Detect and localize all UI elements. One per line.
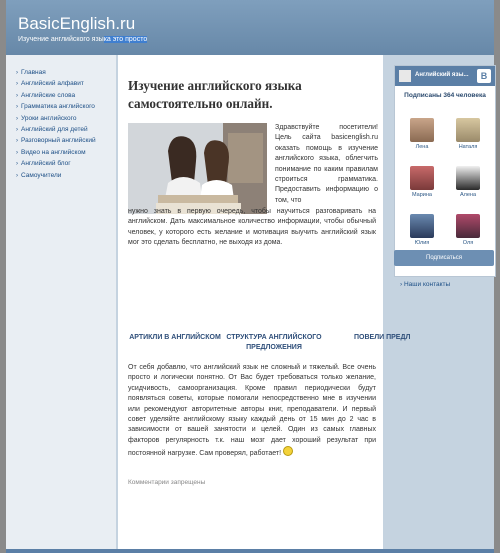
- page-wrapper: [6, 0, 494, 553]
- nav-label: Английские слова: [21, 91, 76, 99]
- nav-item-blog[interactable]: [16, 158, 96, 169]
- member-name: Алена: [459, 192, 477, 198]
- avatar: [410, 118, 434, 142]
- subscribers-count: Подписаны 364 человека: [404, 92, 486, 99]
- intro-paragraph-right: Здравствуйте посетители! Цель сайта basicenglish.ru оказать помощь в изучение английского языка, облегчить понимание по каким правилам строиться грамматика. Предоставить информацию о том, что: [275, 124, 378, 204]
- chevron-right-icon: ›: [16, 81, 18, 88]
- right-sidebar: [386, 55, 494, 553]
- contacts-label: Наши контакты: [403, 281, 451, 288]
- vk-widget-header: [395, 66, 495, 86]
- member-avatar[interactable]: [453, 118, 483, 150]
- nav-item-lessons[interactable]: [16, 113, 96, 124]
- member-name: Наталя: [458, 144, 478, 150]
- article-body: [128, 363, 376, 460]
- member-name: Оля: [462, 240, 474, 246]
- member-avatar[interactable]: [407, 166, 437, 198]
- avatar: [456, 118, 480, 142]
- smiley-icon: [283, 446, 293, 456]
- nav-label: Английский для детей: [21, 125, 88, 133]
- nav-label: Уроки английского: [21, 114, 77, 122]
- chevron-right-icon: ›: [16, 115, 18, 122]
- group-name[interactable]: Английский язы...: [415, 72, 469, 78]
- left-sidebar: [6, 55, 116, 553]
- member-avatar[interactable]: [453, 166, 483, 198]
- member-avatar[interactable]: [407, 214, 437, 246]
- intro-paragraph-bottom: нужно знать в первую очередь, чтобы научиться разговаривать на английском. Дать максимальное количество информации, чтобы обычный человек, у которого есть желание и мотивация выучить английский язык мог это сделать бесплатно, не выходя из дома.: [128, 208, 376, 247]
- member-name: Лена: [415, 144, 429, 150]
- avatar: [410, 166, 434, 190]
- students-photo-illustration: [128, 123, 267, 214]
- avatar: [410, 214, 434, 238]
- subscribe-button[interactable]: Подписаться: [394, 250, 494, 266]
- avatar: [456, 166, 480, 190]
- member-name: Юлия: [414, 240, 430, 246]
- group-avatar[interactable]: [399, 70, 411, 82]
- nav-item-tutorials[interactable]: [16, 170, 96, 181]
- nav-item-grammar[interactable]: [16, 101, 96, 112]
- member-avatar[interactable]: [453, 214, 483, 246]
- chevron-right-icon: ›: [16, 92, 18, 99]
- site-title[interactable]: BasicEnglish.ru: [18, 14, 136, 33]
- article-photo: [128, 123, 267, 214]
- nav-label: Разговорный английский: [21, 137, 96, 145]
- page-title: Изучение английского языка самостоятельно онлайн.: [128, 78, 302, 111]
- chevron-right-icon: ›: [16, 138, 18, 145]
- site-header: [6, 0, 494, 55]
- chevron-right-icon: ›: [16, 126, 18, 133]
- chevron-right-icon: ›: [16, 104, 18, 111]
- nav-label: Главная: [21, 69, 46, 76]
- chevron-right-icon: ›: [16, 161, 18, 168]
- nav-item-video[interactable]: [16, 147, 96, 158]
- nav-label: Английский блог: [21, 160, 71, 168]
- nav-label: Самоучители: [21, 171, 62, 179]
- contacts-link[interactable]: [400, 281, 450, 288]
- chevron-right-icon: ›: [400, 281, 404, 288]
- nav-item-home[interactable]: [16, 67, 96, 78]
- chevron-right-icon: ›: [16, 70, 18, 76]
- tagline-selected-text: ка это просто: [103, 36, 148, 43]
- link-imperative[interactable]: ПОВЕЛИ ПРЕДЛ: [354, 334, 411, 341]
- nav-item-kids[interactable]: [16, 124, 96, 135]
- article-body-text: От себя добавлю, что английский язык не сложный и тяжелый. Все очень просто и логически понятно. От Вас будет требоваться только желание, усидчивость, самоорганизация. Кроме правил периодически будут появляться советы, которые помогали непосредственно мне в изучении или рекомендуют авторитетные авторы книг, преподаватели. И первый совет уделяйте английскому языку каждый день от 15 мин до 2 час в зависимости от вашей занятости и целей. Один из самых главных факторов регулярность т.к. наш мозг дает хороший результат при постоянной нагрузке. Сам проверял, работает!: [128, 364, 376, 458]
- chevron-right-icon: ›: [16, 172, 18, 179]
- avatar: [456, 214, 480, 238]
- nav-label: Грамматика английского: [21, 103, 95, 111]
- member-name: Марина: [412, 192, 432, 198]
- link-articles[interactable]: АРТИКЛИ В АНГЛИЙСКОМ: [129, 334, 221, 341]
- nav-item-alphabet[interactable]: [16, 78, 96, 89]
- nav-item-conversational[interactable]: [16, 135, 96, 146]
- site-tagline: [18, 36, 147, 43]
- nav-label: Видео на английском: [21, 148, 86, 156]
- tagline-text: Изучение английского язы: [18, 36, 104, 43]
- nav-label: Английский алфавит: [21, 80, 84, 88]
- main-content: [118, 55, 411, 553]
- vk-logo-icon[interactable]: B: [477, 69, 491, 83]
- comments-closed-note: Комментарии запрещены: [128, 479, 206, 486]
- related-articles: [118, 331, 411, 357]
- link-sentence-structure[interactable]: СТРУКТУРА АНГЛИЙСКОГО ПРЕДЛОЖЕНИЯ: [226, 334, 322, 351]
- nav-item-words[interactable]: [16, 90, 96, 101]
- member-avatar[interactable]: [407, 118, 437, 150]
- chevron-right-icon: ›: [16, 149, 18, 156]
- footer-bar: [6, 549, 494, 553]
- main-nav: [16, 67, 96, 181]
- vk-group-widget: [394, 65, 496, 277]
